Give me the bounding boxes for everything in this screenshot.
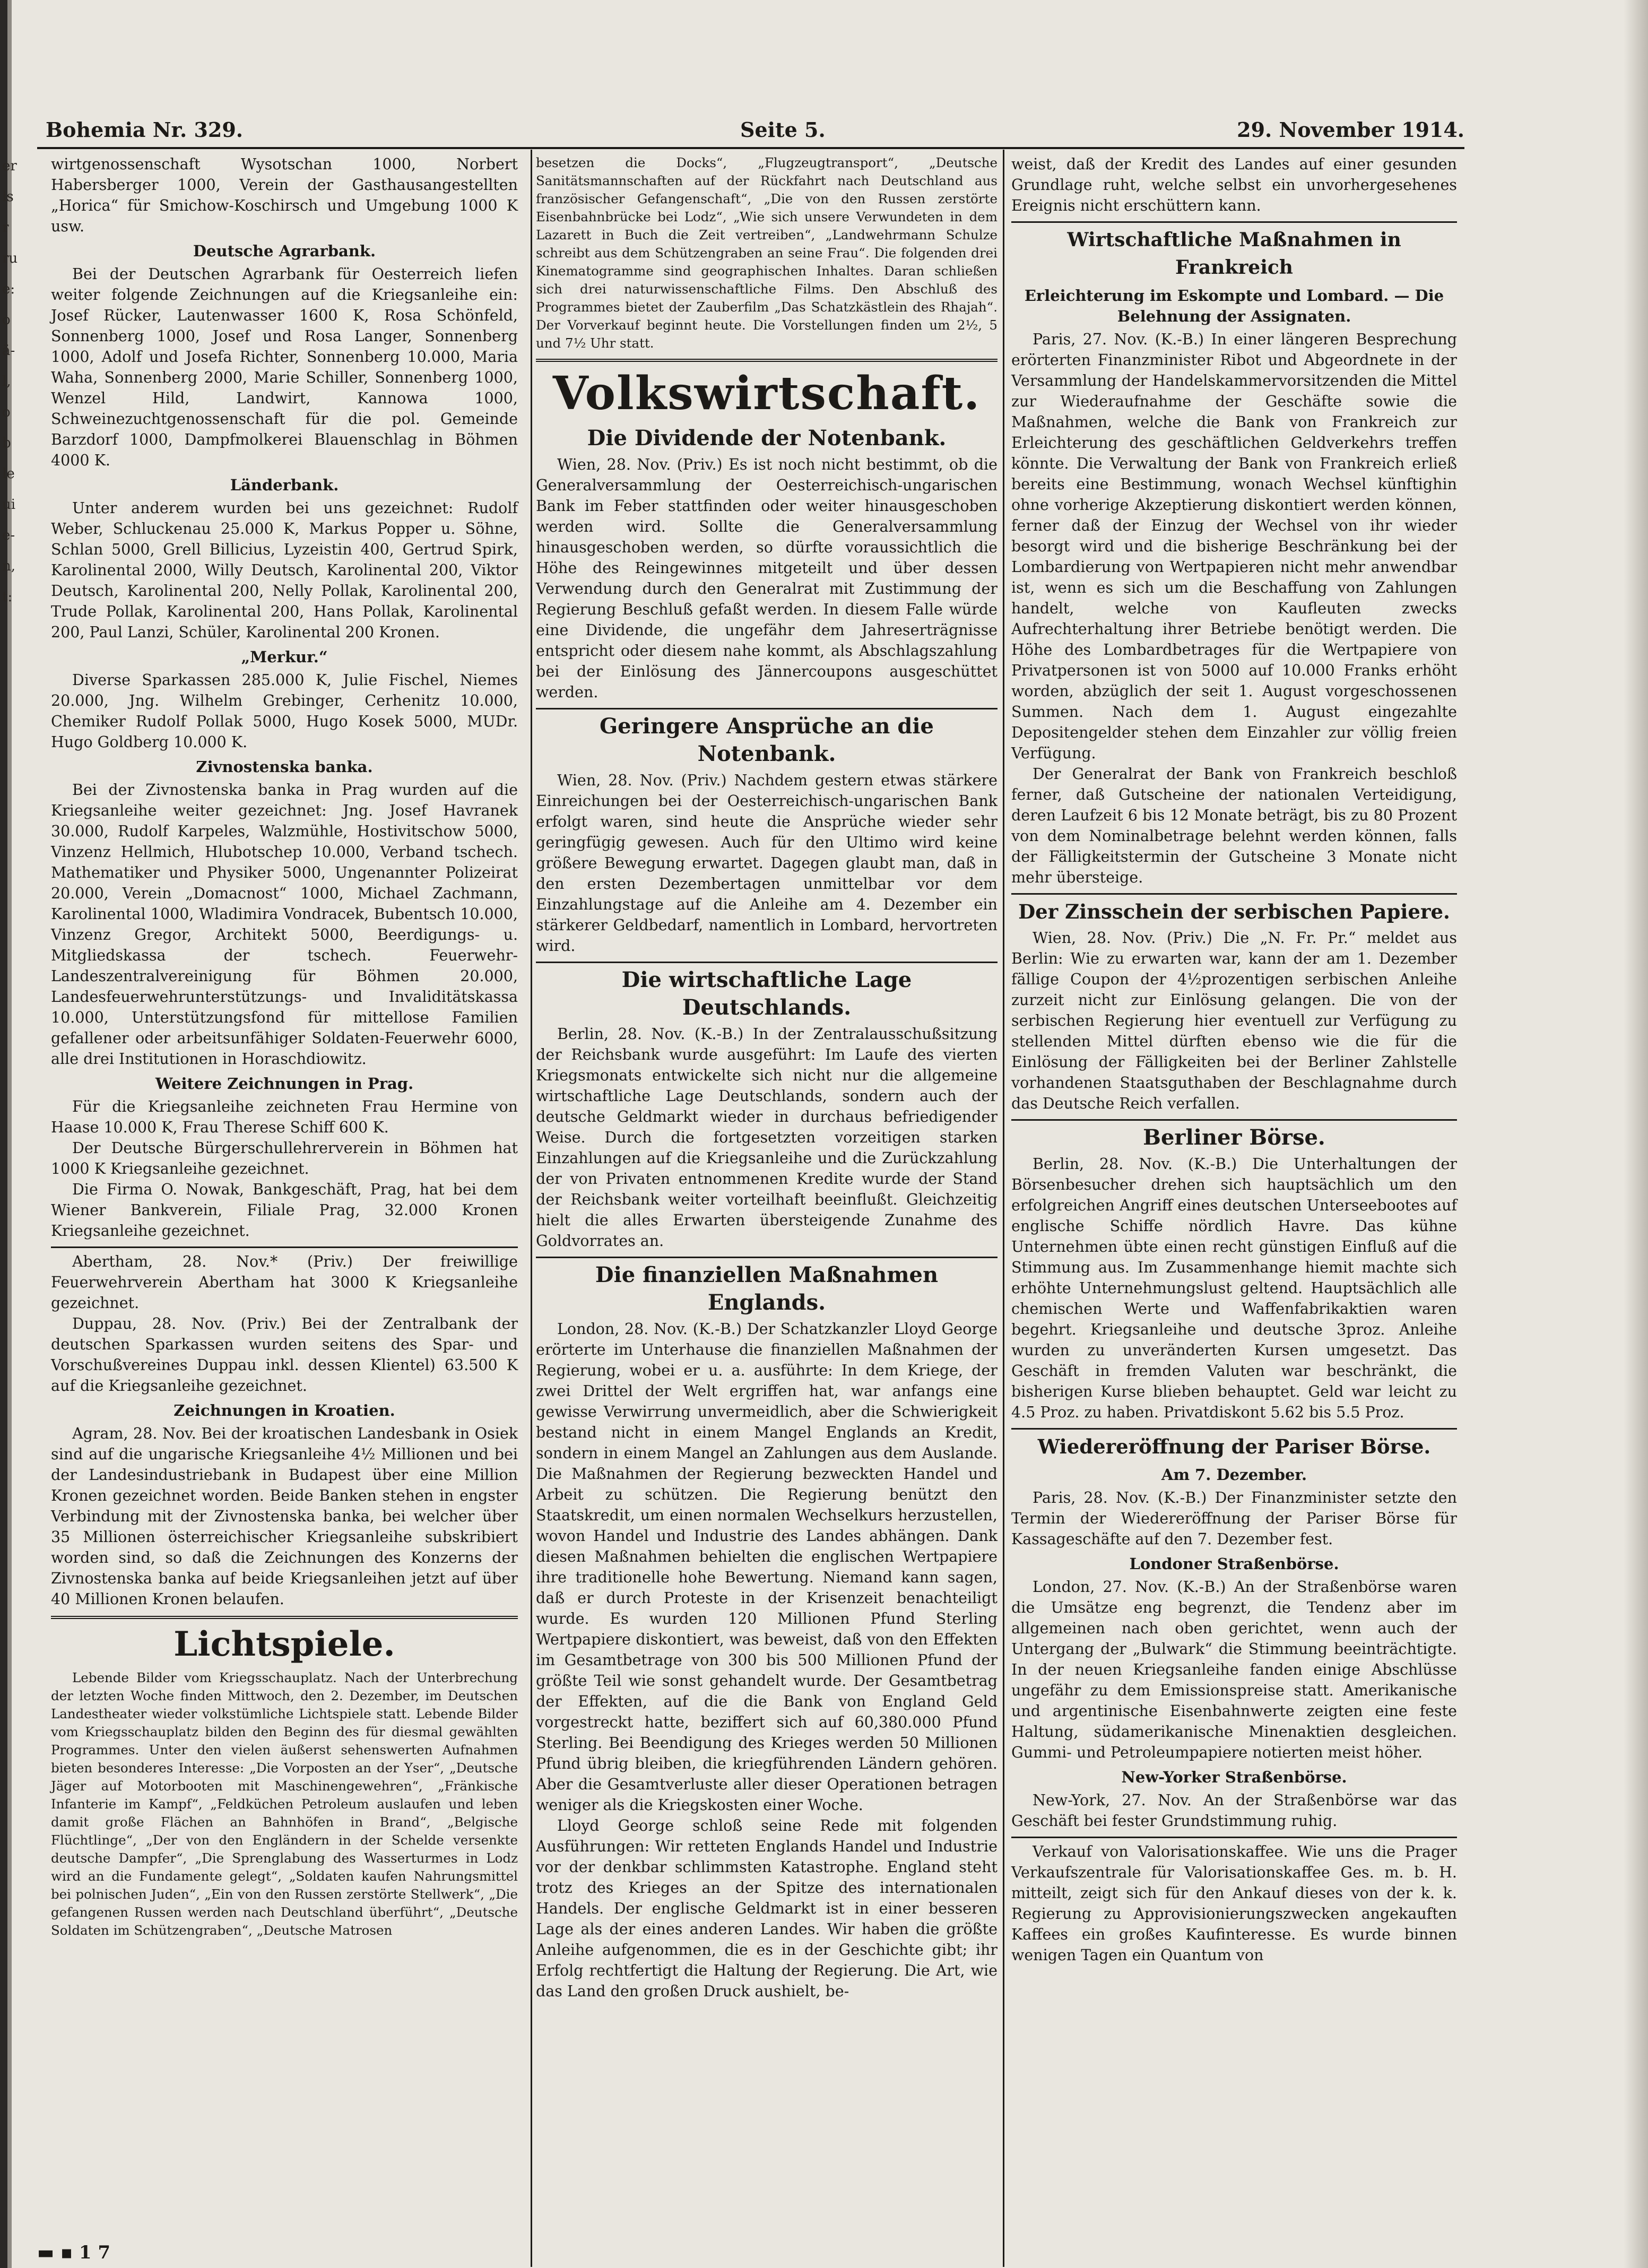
subheading: Londoner Straßenbörse. [1129,1555,1339,1573]
subheading: Weitere Zeichnungen in Prag. [155,1075,414,1093]
separator [1011,221,1457,223]
section-title: Volkswirtschaft. [552,367,981,420]
separator [536,708,998,709]
margin-fragment: e: [2,281,15,297]
article-heading: Die wirtschaftliche Lage Deutschlands. [621,967,912,1020]
page-header [37,112,1464,144]
margin-fragment: ä- [2,343,15,359]
separator [1011,1119,1457,1121]
article-heading: Wiedereröffnung der Pariser Börse. [1037,1435,1431,1458]
margin-fragment: le [2,466,15,482]
header-page-number: Seite 5. [740,118,826,142]
article-text: Bei der Zivnostenska banka in Prag wurden auf die Kriegsanleihe weiter gezeichnet: Jng. Josef Havranek 30.000, Rudolf Karpeles, Walzmühle, Hostivitschow 5000, Vinzenz Hellmich, Hlubotschep 10.000, Verband tschech. Mathematiker und Physiker 5000, Ungenannter Polizeirat 20.000, Verein „Domacnost“ 1000, Michael Zachmann, Karolinental 1000, Wladimira Vondracek, Bubentsch 10.000, Vinzenz Gregor, Architekt 5000, Beerdigungs- u. Mitgliedskassa der tschech. Feuerwehr-Landeszentralvereinigung für Böhmen 20.000, Landesfeuerwehrunterstützungs- und Invaliditätskassa 10.000, Unterstützungsfond für mittellose Familien gefallener oder arbeitsunfähiger Soldaten-Feuerwehr 6000, alle drei Institutionen in Horaschdiowitz. [51,781,518,1068]
article-heading: Wirtschaftliche Maßnahmen in Frankreich [1067,229,1401,279]
article-text: Berlin, 28. Nov. (K.-B.) Die Unterhaltungen der Börsenbesucher drehen sich hauptsächlich um den erfolgreichen Angriff eines deutschen Unterseebootes auf englische Schiffe nördlich Havre. Das kühne Unternehmen übte einen recht günstigen Einfluß auf die Stimmung aus. Im Zusammenhange hiemit machte sich erhöhte Unternehmungslust geltend. Hauptsächlich alle chemischen Werte und Waffenfabrikaktien waren begehrt. Kriegsanleihe und deutsche 3proz. Anleihe wurden zu unveränderten Kursen umgesetzt. Das Geschäft in fremden Valuten war beschränkt, die bisherigen Kurse blieben behauptet. Geld war leicht zu 4.5 Proz. zu haben. Privatdiskont 5.62 bis 5.5 Proz. [1011,1155,1457,1421]
article-text: Der Deutsche Bürgerschullehrerverein in Böhmen hat 1000 K Kriegsanleihe gezeichnet. [51,1139,518,1178]
margin-fragment: e- [2,527,15,543]
subheading: New-Yorker Straßenbörse. [1121,1768,1347,1786]
article-text: Wien, 28. Nov. (Priv.) Die „N. Fr. Pr.“ meldet aus Berlin: Wie zu erwarten war, kann der am 1. Dezember fällige Coupon der 4½prozentigen serbischen Anleihe zurzeit nicht zur Einlösung gelangen. Die von der serbischen Regierung hier eventuell zur Verfügung zu stellenden Mittel dürften ebenso wie die für die Einlösung der Fälligkeiten bei der Berliner Zahlstelle vorhandenen Staatsguthaben der Beschlagnahme durch das Deutsche Reich verfallen. [1011,929,1457,1112]
article-text: Verkauf von Valorisationskaffee. Wie uns die Prager Verkaufszentrale für Valorisationskaffee Ges. m. b. H. mitteilt, zeigt sich für den Ankauf dieses von der k. k. Regierung zu Approvisionierungszwecken angekauften Kaffees ein großes Kaufinteresse. Es wurde binnen wenigen Tagen ein Quantum von [1011,1843,1457,1964]
subheading: Zivnostenska banka. [196,758,373,776]
article-text: Lebende Bilder vom Kriegsschauplatz. Nach der Unterbrechung der letzten Woche finden Mittwoch, den 2. Dezember, im Deutschen Landestheater wieder volkstümliche Lichtspiele statt. Lebende Bilder vom Kriegsschauplatz bilden den Beginn des für diesmal gewählten Programmes. Unter den vielen äußerst sehenswerten Aufnahmen bieten besonderes Interesse: „Die Vorposten an der Yser“, „Deutsche Jäger auf Motorbooten mit Maschinengewehren“, „Fränkische Infanterie im Kampf“, „Feldküchen Petroleum auslaufen und leben damit große Flächen an Bahnhöfen in Brand“, „Belgische Flüchtlinge“, „Der von den Engländern in der Schelde versenkte deutsche Dampfer“, „Die Sprenglabung des Wasserturmes in Lodz wird an die Fundamente gelegt“, „Soldaten kaufen Nahrungsmittel bei polnischen Juden“, „Ein von den Russen zerstörte Stellwerk“, „Die gefangenen Russen werden nach Deutschland überführt“, „Deutsche Soldaten im Schützengraben“, „Deutsche Matrosen [51,1670,518,1938]
article-text: weist, daß der Kredit des Landes auf einer gesunden Grundlage ruht, welche selbst ein unvorhergesehenes Ereignis nicht erschüttern kann. [1011,155,1457,214]
margin-fragment: ui [2,497,16,513]
margin-fragment: o [2,312,11,328]
separator [536,962,998,963]
header-rule [37,147,1464,149]
margin-fragment: er [2,158,17,174]
article-text: Duppau, 28. Nov. (Priv.) Bei der Zentralbank der deutschen Sparkassen wurden seitens des Spar- und Vorschußvereines Duppau inkl. dessen Klientel) 63.500 K auf die Kriegsanleihe gezeichnet. [51,1315,518,1395]
article-text: Der Generalrat der Bank von Frankreich beschloß ferner, daß Gutscheine der nationalen Verteidigung, deren Laufzeit 6 bis 12 Monate beträgt, bis zu 80 Prozent von dem Nominalbetrage belehnt werden können, falls der Fälligkeitstermin der Gutscheine 3 Monate nicht mehr übersteige. [1011,765,1457,886]
article-text: Wien, 28. Nov. (Priv.) Nachdem gestern etwas stärkere Einreichungen bei der Oesterreichisch-ungarischen Bank erfolgt waren, sind heute die Ansprüche wieder sehr geringfügig gewesen. Auch für den Ultimo wird keine größere Bewegung erwartet. Dagegen glaubt man, daß in den ersten Dezembertagen unmittelbar vor dem Einzahlungstage auf die Anleihe am 4. Dezember ein stärkerer Geldbedarf, namentlich in Lombard, hervortreten wird. [536,772,998,955]
column-rule-2 [1003,150,1004,2267]
article-text: Lloyd George schloß seine Rede mit folgenden Ausführungen: Wir retteten Englands Handel und Industrie vor der denkbar schlimmsten Katastrophe. England steht trotz des Krieges an der Spitze des internationalen Handels. Der englische Geldmarkt ist in einer besseren Lage als der eines anderen Landes. Wir haben die größte Anleihe aufgenommen, die es in der Geschichte gibt; ihr Erfolg rechtfertigt die Haltung der Regierung. Die Art, wie das Land den großen Druck aushielt, be- [536,1817,998,2000]
subheading: Zeichnungen in Kroatien. [174,1401,395,1419]
article-text: Paris, 27. Nov. (K.-B.) In einer längeren Besprechung erörterten Finanzminister Ribot und Abgeordnete in der Versammlung der Handelskammervorsitzenden die Mittel zur Wiederaufnahme der Geschäfte sowie die Maßnahmen, welche die Bank von Frankreich zur Erleichterung des geschäftlichen Geldverkehrs treffen könnte. Die Verwaltung der Bank von Frankreich erließ bereits eine Bestimmung, wonach Wechsel künftighin ohne vorherige Akzeptierung diskontiert werden können, ferner daß der Einzug der Wechsel von ihr wieder besorgt wird und die bisherige Beschränkung bei der Lombardierung von Wertpapieren nicht mehr anwendbar ist, wenn es sich um die Beschaffung von Zahlungen handelt, welche von Kaufleuten zwecks Aufrechterhaltung ihrer Betriebe benötigt werden. Die Höhe des Lombardbetrages für die Wertpapiere von Privatpersonen ist von 5000 auf 10.000 Franks erhöht worden, abzüglich der seit 1. August vorgeschossenen Summen. Nach dem 1. August eingezahlte Depositengelder stehen dem Einzahler zur völlig freien Verfügung. [1011,331,1457,762]
article-text: London, 27. Nov. (K.-B.) An der Straßenbörse waren die Umsätze eng begrenzt, die Tendenz aber im allgemeinen nach oben gerichtet, wenn auch der Untergang der „Bulwark“ die Stimmung beeinträchtigte. In der neuen Kriegsanleihe fanden einige Abschlüsse ungefähr zu dem Emissionspreise statt. Amerikanische und argentinische Eisenbahnwerte zeigten eine feste Haltung, südamerikanische Minenaktien desgleichen. Gummi- und Petroleumpapiere notierten meist höher. [1011,1578,1457,1761]
separator [1011,1837,1457,1838]
separator [1011,893,1457,895]
section-separator [536,359,998,362]
article-text: New-York, 27. Nov. An der Straßenbörse war das Geschäft bei fester Grundstimmung ruhig. [1011,1791,1457,1830]
column-2 [536,154,998,2002]
margin-fragment: r [2,220,9,236]
subheading: Deutsche Agrarbank. [193,242,376,260]
separator [1011,1428,1457,1430]
article-heading: Die finanziellen Maßnahmen Englands. [595,1262,939,1315]
article-text: Agram, 28. Nov. Bei der kroatischen Landesbank in Osiek sind auf die ungarische Kriegsanleihe 4½ Millionen und bei der Landesindustriebank in Budapest über eine Million Kronen gezeichnet worden. Beide Banken stehen in engster Verbindung mit der Zivnostenska banka, bei welcher über 35 Millionen österreichischer Kriegsanleihe subskribiert worden sind, so daß die Zeichnungen des Konzerns der Zivnostenska banka auf beide Kriegsanleihen jetzt auf über 40 Millionen Kronen belaufen. [51,1425,518,1608]
article-text: Diverse Sparkassen 285.000 K, Julie Fischel, Niemes 20.000, Jng. Wilhelm Grebinger, Cerhenitz 10.000, Chemiker Rudolf Pollak 5000, Hugo Kosek 5000, MUDr. Hugo Goldberg 10.000 K. [51,671,518,751]
article-heading: Der Zinsschein der serbischen Papiere. [1018,900,1450,923]
margin-fragment: t: [2,589,13,605]
margin-fragment: n, [2,558,16,574]
article-text: wirtgenossenschaft Wysotschan 1000, Norbert Habersberger 1000, Verein der Gasthausangestellten „Horica“ für Smichow-Koschirsch und Umgebung 1000 K usw. [51,155,518,235]
subheading: Erleichterung im Eskompte und Lombard. — Die Belehnung der Assignaten. [1024,287,1444,325]
section-separator [51,1616,518,1619]
article-text: Für die Kriegsanleihe zeichneten Frau Hermine von Haase 10.000 K, Frau Therese Schiff 600 K. [51,1098,518,1136]
subheading: „Merkur.“ [241,648,328,666]
article-text: Unter anderem wurden bei uns gezeichnet: Rudolf Weber, Schluckenau 25.000 K, Markus Popper u. Söhne, Schlan 5000, Grell Billicius, Lyzeistin 400, Gertrud Spirk, Karolinental 2000, Willy Deutsch, Karolinental 200, Viktor Deutsch, Karolinental 200, Nelly Pollak, Karolinental 200, Trude Pollak, Karolinental 200, Hans Pollak, Karolinental 200, Paul Lanzi, Schüler, Karolinental 200 Kronen. [51,499,518,641]
article-heading: Die Dividende der Notenbank. [587,426,947,451]
subheading: Am 7. Dezember. [1161,1466,1307,1484]
margin-fragment: b [2,435,11,451]
column-1 [51,154,518,1940]
column-rule-1 [531,150,532,2267]
separator [51,1246,518,1248]
section-title: Lichtspiele. [174,1624,395,1664]
header-date: 29. November 1914. [1237,118,1464,142]
margin-fragment: ru [2,250,18,266]
subheading: Länderbank. [230,476,339,494]
article-text: Abertham, 28. Nov.* (Priv.) Der freiwillige Feuerwehrverein Abertham hat 3000 K Kriegsanleihe gezeichnet. [51,1253,518,1312]
separator [536,1257,998,1258]
footer-marks: ▬ ▪ 1 7 [37,2242,110,2263]
article-heading: Geringere Ansprüche an die Notenbank. [600,714,934,766]
header-issue: Bohemia Nr. 329. [46,118,244,142]
page-shadow-right [1624,0,1648,2268]
article-text: Die Firma O. Nowak, Bankgeschäft, Prag, hat bei dem Wiener Bankverein, Filiale Prag, 32.000 Kronen Kriegsanleihe gezeichnet. [51,1181,518,1240]
margin-fragment: o [2,404,11,420]
article-text: Berlin, 28. Nov. (K.-B.) In der Zentralausschußsitzung der Reichsbank wurde ausgeführt: Im Laufe des vierten Kriegsmonats entwickelte sich nicht nur die allgemeine wirtschaftliche Lage Deutschlands, sondern auch der deutsche Geldmarkt wieder in durchaus befriedigender Weise. Durch die fortgesetzten vorzeitigen starken Einzahlungen auf die Kriegsanleihe und die Zurückzahlung der von Privaten entnommenen Kredite wurde der Stand der Reichsbank weiter vorteilhaft beeinflußt. Gleichzeitig hielt die alles Erwarten übersteigende Zunahme des Goldvorrates an. [536,1025,998,1250]
column-3 [1011,154,1457,1966]
margin-fragment: l, [2,374,11,389]
article-heading: Berliner Börse. [1143,1125,1325,1150]
article-text: besetzen die Docks“, „Flugzeugtransport“, „Deutsche Sanitätsmannschaften auf der Rückfahrt nach Deutschland aus französischer Gefangenschaft“, „Die von den Russen zerstörte Eisenbahnbrücke bei Lodz“, „Wie sich unsere Verwundeten in dem Lazarett in Buch die Zeit vertreiben“, „Landwehrmann Schulze schreibt aus dem Schützengraben an seine Frau“. Die folgenden drei Kinematogramme sind geographischen Inhaltes. Daran schließen sich drei naturwissenschaftliche Films. Den Abschluß des Programmes bietet der Zauberfilm „Das Schatzkästlein des Rhajah“. Der Vorverkauf beginnt heute. Die Vorstellungen finden um 2½, 5 und 7½ Uhr statt. [536,155,998,351]
adjacent-page-edge [0,0,21,2268]
article-text: Wien, 28. Nov. (Priv.) Es ist noch nicht bestimmt, ob die Generalversammlung der Oesterreichisch-ungarischen Bank im Feber stattfinden oder weiter hinausgeschoben werden wird. Sollte die Generalversammlung hinausgeschoben werden, so dürfte voraussichtlich die Höhe des Reingewinnes mitgeteilt und über dessen Verwendung durch den Generalrat mit Zustimmung der Regierung Beschluß gefaßt werden. In diesem Falle würde eine Dividende, die ungefähr dem Jahreserträgnisse entspricht oder diesem nahe kommt, als Abschlagszahlung bei der Einlösung des Jännercoupons ausgeschüttet werden. [536,456,998,701]
article-text: Paris, 28. Nov. (K.-B.) Der Finanzminister setzte den Termin der Wiedereröffnung der Pariser Börse für Kassageschäfte auf den 7. Dezember fest. [1011,1489,1457,1548]
margin-fragment: ls [2,189,14,205]
article-text: Bei der Deutschen Agrarbank für Oesterreich liefen weiter folgende Zeichnungen auf die Kriegsanleihe ein: Josef Rücker, Lautenwasser 1600 K, Rosa Schönfeld, Sonnenberg 1000, Josef und Rosa Langer, Sonnenberg 1000, Adolf und Josefa Richter, Sonnenberg 10.000, Maria Waha, Sonnenberg 2000, Marie Schiller, Sonnenberg 1000, Wenzel Hild, Landwirt, Kannowa 1000, Schweinezuchtgenossenschaft für die pol. Gemeinde Barzdorf 1000, Dampfmolkerei Blauenschlag in Böhmen 4000 K. [51,265,518,469]
article-text: London, 28. Nov. (K.-B.) Der Schatzkanzler Lloyd George erörterte im Unterhause die finanziellen Maßnahmen der Regierung, wobei er u. a. ausführte: In dem Kriege, der zwei Drittel der Welt ergriffen hat, war anfangs eine gewisse Verwirrung unvermeidlich, aber die Schwierigkeit bestand nicht in einem Mangel Englands an Kredit, sondern in einem Mangel an Zahlungen aus dem Auslande. Die Maßnahmen der Regierung bezweckten Handel und Arbeit zu schützen. Die Regierung benützt den Staatskredit, um einen normalen Wechselkurs herzustellen, wovon Handel und Industrie des Landes abhängen. Dank diesen Maßnahmen behielten die englischen Wertpapiere ihre traditionelle hohe Bewertung. Niemand kann sagen, daß er durch Proteste in der Krisenzeit benachteiligt wurde. Es wurden 120 Millionen Pfund Sterling Wertpapiere diskontiert, was beweist, daß von den Effekten im Gesamtbetrage von 300 bis 500 Millionen Pfund der größte Teil wie sonst gehandelt wurde. Der Gesamtbetrag der Effekten, auf die die Bank von England Geld vorgestreckt hatte, beziffert sich auf 60,380.000 Pfund Sterling. Bei Beendigung des Krieges werden 50 Millionen Pfund übrig bleiben, die kriegführenden Ländern gehören. Aber die Gesamtverluste aller dieser Operationen betragen weniger als die Kriegskosten einer Woche. [536,1320,998,1814]
